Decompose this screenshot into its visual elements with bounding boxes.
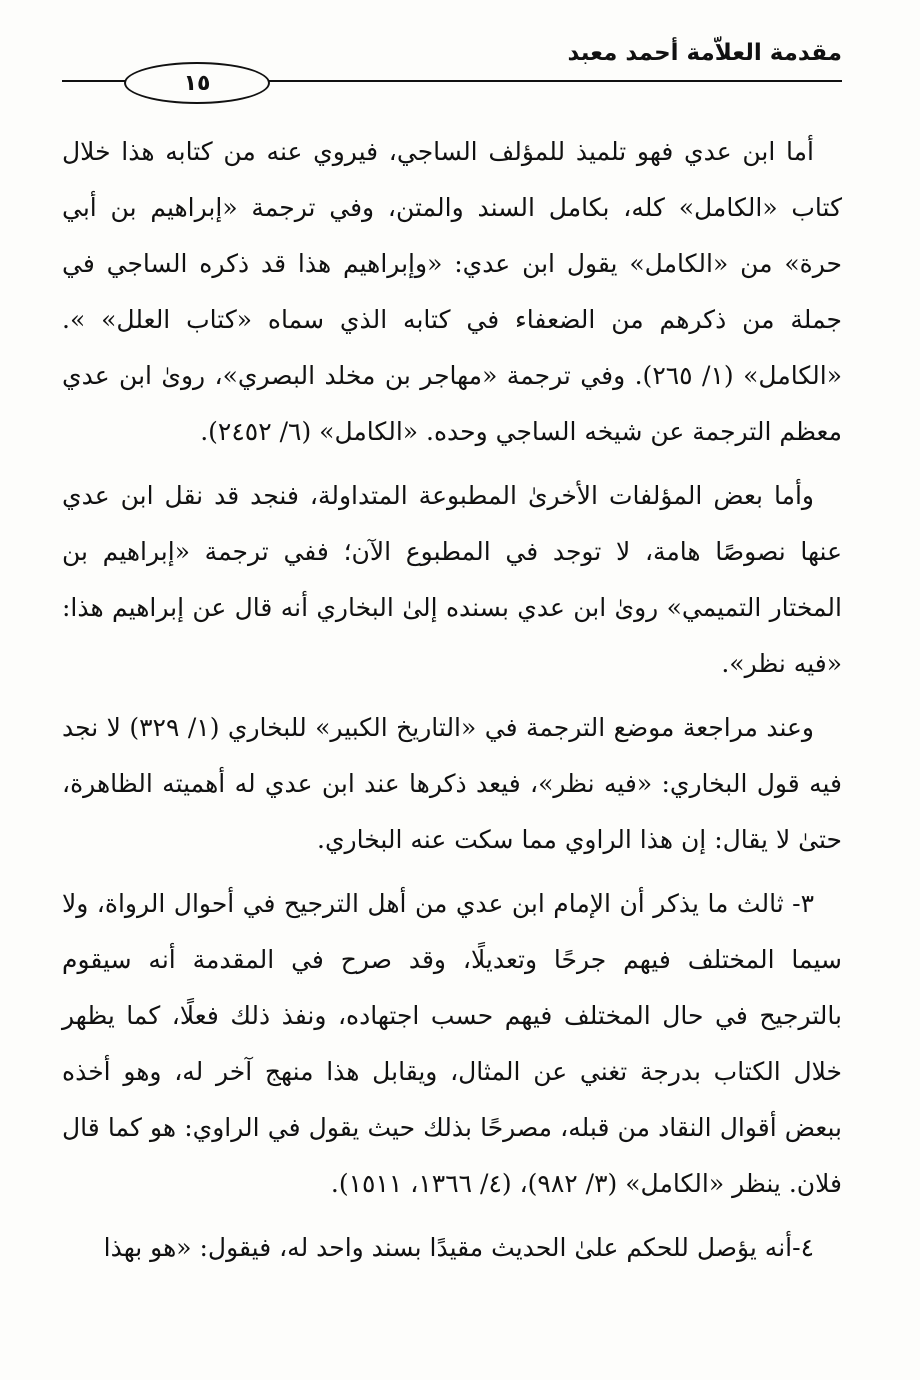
paragraph: ٣- ثالث ما يذكر أن الإمام ابن عدي من أهل الترجيح في أحوال الرواة، ولا سيما المختلف فيهم جرحًا وتعديلًا، وقد صرح في المقدمة أنه سيقوم بالترجيح في حال المختلف فيهم حسب اجتهاده، ونفذ ذلك فعلًا، كما يظهر خلال الكتاب بدرجة تغني عن المثال، ويقابل هذا منهج آخر له، وهو أخذه ببعض أقوال النقاد من قبله، مصرحًا بذلك حيث يقول في الراوي: هو كما قال فلان. ينظر «الكامل» (٣/ ٩٨٢)، (٤/ ١٣٦٦، ١٥١١).: [62, 889, 842, 1198]
paragraph: أما ابن عدي فهو تلميذ للمؤلف الساجي، فيروي عنه من كتابه هذا خلال كتاب «الكامل» كله، بكامل السند والمتن، وفي ترجمة «إبراهيم بن أبي حرة» من «الكامل» يقول ابن عدي: «وإبراهيم هذا قد ذكره الساجي في جملة من ذكرهم من الضعفاء في كتابه الذي سماه «كتاب العلل» ». «الكامل» (١/ ٢٦٥). وفي ترجمة «مهاجر بن مخلد البصري»، روىٰ ابن عدي معظم الترجمة عن شيخه الساجي وحده. «الكامل» (٦/ ٢٤٥٢).: [62, 137, 842, 446]
page-number: ١٥: [124, 62, 270, 104]
page-header: [62, 40, 842, 110]
page-body: [62, 124, 842, 1284]
running-header-title: مقدمة العلاّمة أحمد معبد: [567, 40, 842, 66]
paragraph: وأما بعض المؤلفات الأخرىٰ المطبوعة المتداولة، فنجد قد نقل ابن عدي عنها نصوصًا هامة، لا توجد في المطبوع الآن؛ ففي ترجمة «إبراهيم بن المختار التميمي» روىٰ ابن عدي بسنده إلىٰ البخاري أنه قال عن إبراهيم هذا: «فيه نظر».: [62, 481, 842, 678]
paragraph: ٤-أنه يؤصل للحكم علىٰ الحديث مقيدًا بسند واحد له، فيقول: «هو بهذا: [103, 1233, 814, 1262]
paragraph: وعند مراجعة موضع الترجمة في «التاريخ الكبير» للبخاري (١/ ٣٢٩) لا نجد فيه قول البخاري: «فيه نظر»، فيعد ذكرها عند ابن عدي له أهميته الظاهرة، حتىٰ لا يقال: إن هذا الراوي مما سكت عنه البخاري.: [62, 713, 842, 854]
